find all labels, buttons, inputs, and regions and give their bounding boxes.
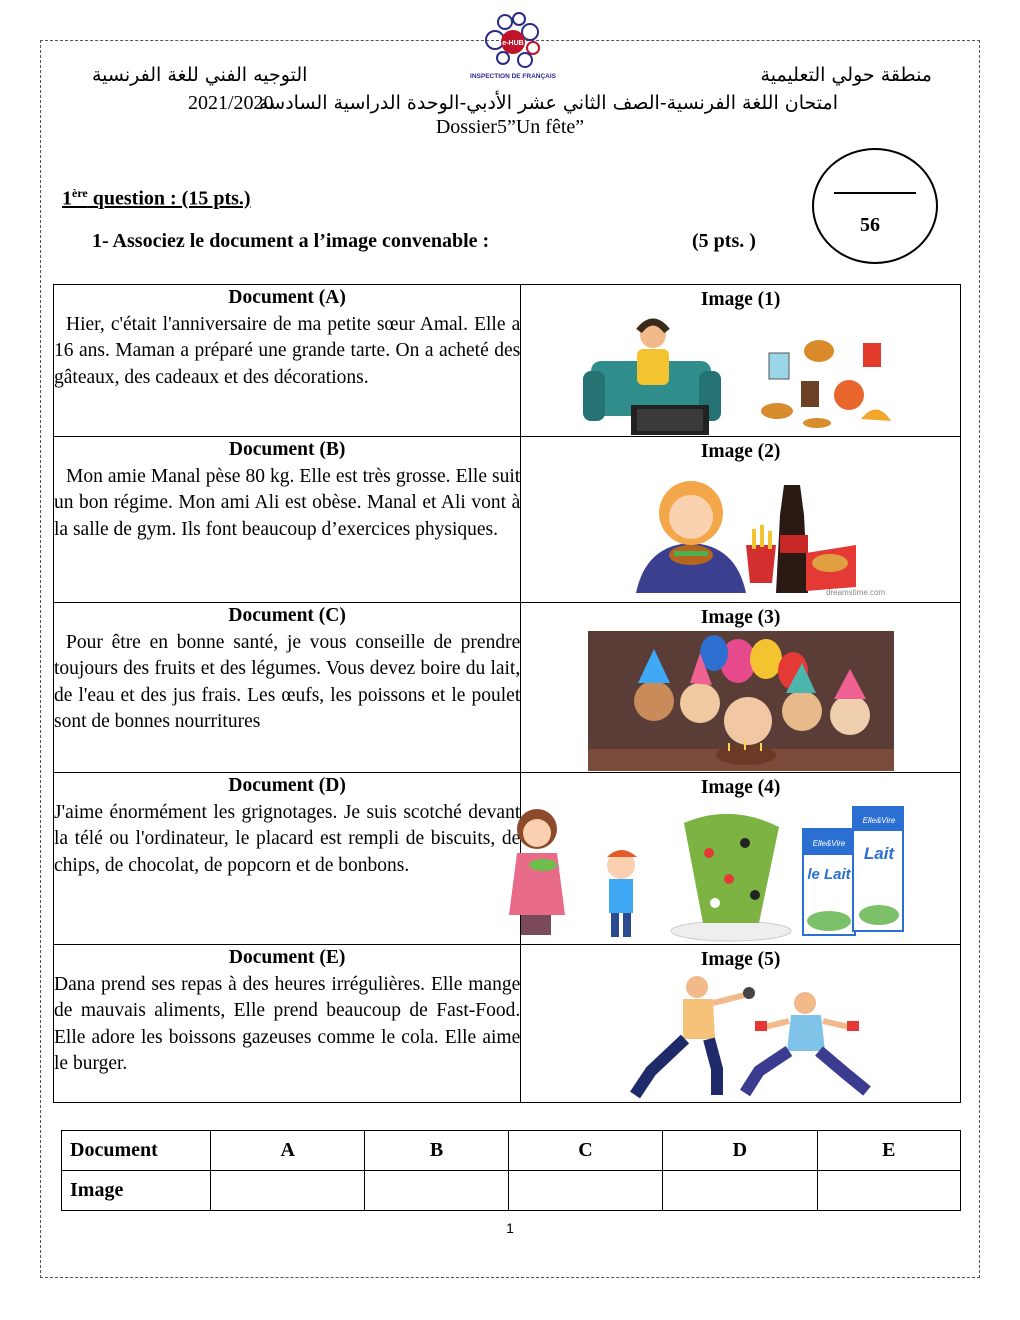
- doc-title: Document (A): [228, 287, 346, 308]
- department-title: التوجيه الفني للغة الفرنسية: [92, 64, 308, 86]
- table-row: [54, 773, 961, 945]
- score-circle: [812, 148, 938, 264]
- girl-fastfood-image: [616, 465, 885, 597]
- school-year: 2021/2020: [188, 92, 274, 114]
- doc-title: Document (B): [228, 439, 346, 460]
- doc-text: Mon amie Manal pèse 80 kg. Elle est très grosse. Elle suit un bon régime. Mon ami Ali est obèse. Manal et Ali vont à la salle de gym. Ils font beaucoup d’exercices physiques.: [54, 465, 521, 540]
- answer-cell-d[interactable]: [663, 1171, 817, 1211]
- table-row: [54, 945, 961, 1103]
- doc-text: Dana prend ses repas à des heures irrégulières. Elle mange de mauvais aliments, Elle prend beaucoup de Fast-Food. Elle adore les boissons gazeuses comme le cola. Elle aime le burger.: [54, 973, 521, 1074]
- table-row: [54, 603, 961, 773]
- table-row: [54, 437, 961, 603]
- question-heading: 1ère question : (15 pts.): [62, 186, 251, 210]
- image-title: Image (2): [700, 441, 781, 462]
- image-title: Image (1): [700, 289, 781, 310]
- gamer-junkfood-image: [581, 313, 901, 431]
- answer-row-label: Document: [62, 1131, 211, 1171]
- answer-col-header: C: [508, 1131, 662, 1171]
- doc-text: Hier, c'était l'anniversaire de ma petite sœur Amal. Elle a 16 ans. Maman a préparé une grande tarte. On a acheté des gâteaux, des cadeaux et des décorations.: [54, 313, 521, 388]
- image-title: Image (3): [700, 607, 781, 628]
- instruction: 1- Associez le document a l’image convenable :: [92, 230, 490, 252]
- exam-title: امتحان اللغة الفرنسية-الصف الثاني عشر الأدبي-الوحدة الدراسية السادسة: [259, 92, 838, 114]
- answer-col-header: A: [211, 1131, 365, 1171]
- gym-exercise-image: [605, 973, 877, 1097]
- answer-cell-e[interactable]: [817, 1171, 960, 1211]
- svg-text:Elle&Vire: Elle&Vire: [812, 839, 846, 848]
- answer-cell-b[interactable]: [365, 1171, 508, 1211]
- answer-col-header: B: [365, 1131, 508, 1171]
- matching-table: [53, 284, 961, 1103]
- table-row: [54, 285, 961, 437]
- birthday-party-photo: [588, 631, 894, 771]
- inspection-logo: [470, 12, 565, 84]
- svg-text:Lait: Lait: [864, 844, 895, 863]
- svg-text:Elle&Vire: Elle&Vire: [862, 816, 896, 825]
- image-title: Image (5): [700, 949, 781, 970]
- region-title: منطقة حولي التعليمية: [760, 64, 932, 86]
- answer-table: [61, 1130, 961, 1211]
- svg-text:dreamstime.com: dreamstime.com: [825, 588, 885, 597]
- doc-title: Document (E): [228, 947, 346, 968]
- doc-text: J'aime énormément les grignotages. Je suis scotché devant la télé ou l'ordinateur, le placard est rempli de biscuits, de chips, de chocolat, de popcorn et de bonbons.: [54, 801, 521, 876]
- answer-col-header: E: [817, 1131, 960, 1171]
- answer-cell-c[interactable]: [508, 1171, 662, 1211]
- svg-text:le Lait: le Lait: [807, 866, 851, 883]
- answer-row-label: Image: [62, 1171, 211, 1211]
- dossier-title: Dossier5”Un fête”: [435, 116, 585, 138]
- doc-title: Document (C): [228, 605, 346, 626]
- page-number: 1: [506, 1220, 514, 1236]
- svg-text:INSPECTION DE FRANÇAIS: INSPECTION DE FRANÇAIS: [470, 73, 556, 80]
- image-title: Image (4): [700, 777, 781, 798]
- score-total: 56: [860, 214, 880, 236]
- answer-cell-a[interactable]: [211, 1171, 365, 1211]
- doc-text: Pour être en bonne santé, je vous conseille de prendre toujours des fruits et des légumes. Vous devez boire du lait, de l'eau et des jus frais. Les œufs, les poissons et le poulet sont de bonnes nourritures: [54, 631, 521, 732]
- healthy-food-milk-image: [499, 803, 929, 947]
- answer-col-header: D: [663, 1131, 817, 1171]
- instruction-points: (5 pts. ): [692, 230, 756, 252]
- doc-title: Document (D): [228, 775, 346, 796]
- svg-text:e-HUB: e-HUB: [502, 40, 524, 47]
